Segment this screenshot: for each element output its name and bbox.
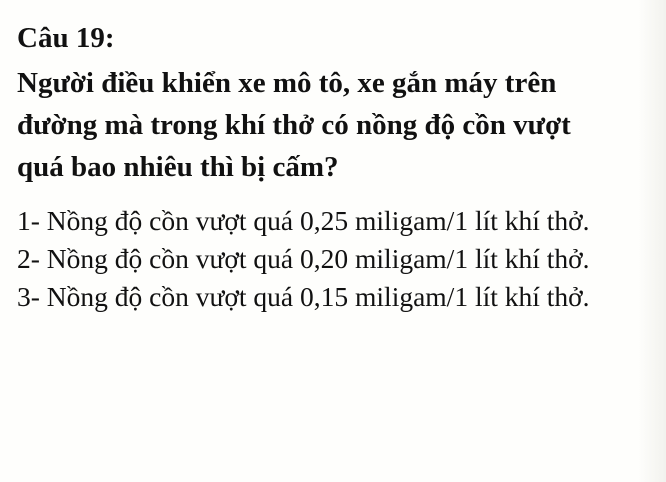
answer-list	[17, 202, 590, 316]
answer-option-3: 3- Nồng độ cồn vượt quá 0,15 miligam/1 lít khí thở.	[17, 281, 590, 312]
question-line: đường mà trong khí thở có nồng độ cồn vượt	[17, 109, 571, 141]
question-line: Người điều khiển xe mô tô, xe gắn máy trên	[17, 67, 557, 99]
question-number: Câu 19:	[17, 22, 115, 54]
question-line: quá bao nhiêu thì bị cấm?	[17, 151, 339, 183]
question-text	[17, 62, 657, 188]
answer-option-1: 1- Nồng độ cồn vượt quá 0,25 miligam/1 lít khí thở.	[17, 205, 590, 236]
answer-option-2: 2- Nồng độ cồn vượt quá 0,20 miligam/1 lít khí thở.	[17, 243, 590, 274]
